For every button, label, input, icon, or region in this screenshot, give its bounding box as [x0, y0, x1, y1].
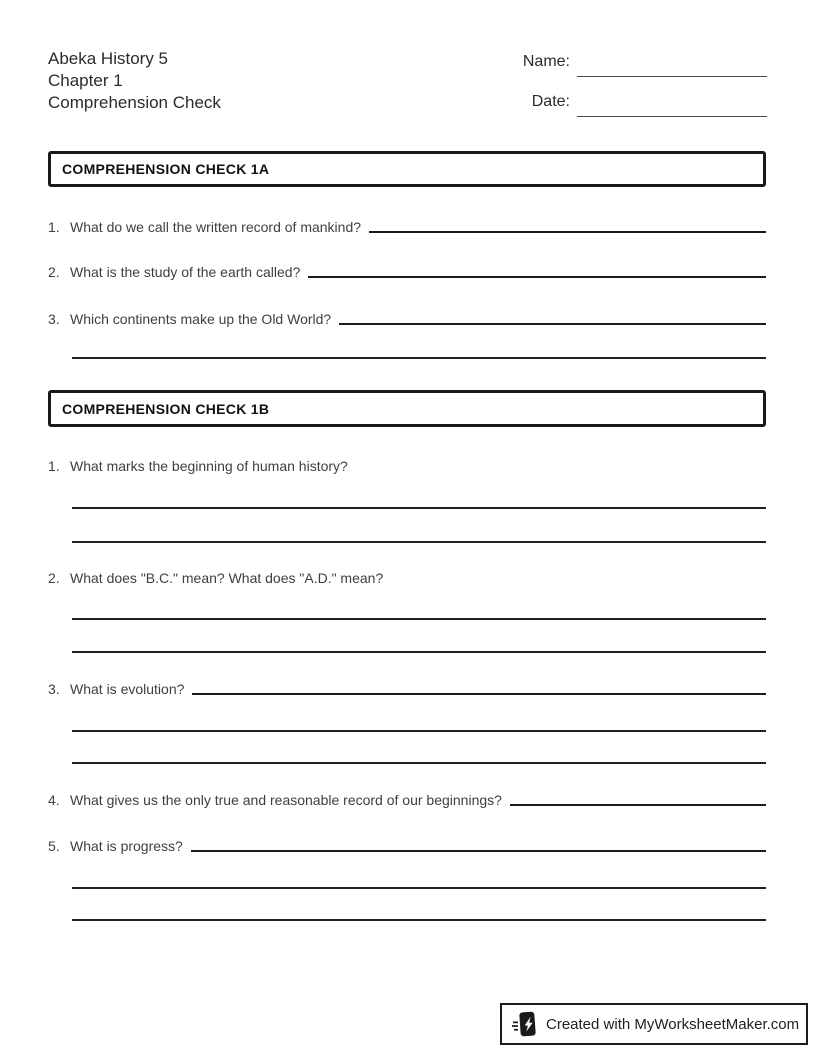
worksheet-header: [48, 48, 221, 114]
question-number: 2.: [48, 264, 60, 280]
section-title: COMPREHENSION CHECK 1B: [62, 400, 270, 417]
question-row: [48, 837, 766, 855]
answer-line: [510, 791, 766, 806]
question-text: Which continents make up the Old World?: [70, 311, 332, 327]
question-row: [48, 310, 766, 328]
question-row: [48, 680, 766, 698]
question-number: 1.: [48, 219, 60, 235]
header-subtitle-line: Comprehension Check: [48, 93, 221, 112]
date-label: Date:: [531, 93, 570, 110]
myworksheetmaker-logo-icon: [512, 1010, 538, 1038]
section-header-box-1a: [48, 151, 766, 187]
answer-line: [72, 730, 766, 732]
header-course-line: Abeka History 5: [48, 49, 168, 68]
answer-line: [72, 507, 766, 509]
question-text: What is evolution?: [70, 681, 185, 697]
header-chapter-line: Chapter 1: [48, 71, 123, 90]
question-number: 2.: [48, 570, 60, 586]
answer-line: [72, 651, 766, 653]
name-label: Name:: [522, 53, 570, 70]
question-row: [48, 263, 766, 281]
section-title: COMPREHENSION CHECK 1A: [62, 161, 270, 177]
question-number: 3.: [48, 311, 60, 327]
answer-line: [191, 837, 766, 852]
credit-text: Created with MyWorksheetMaker.com: [546, 1015, 800, 1033]
question-text: What do we call the written record of mankind?: [70, 219, 362, 235]
answer-line: [72, 887, 766, 889]
answer-line: [72, 357, 766, 359]
answer-line: [192, 680, 766, 695]
credit-badge: [500, 1003, 808, 1045]
answer-line: [72, 618, 766, 620]
question-number: 1.: [48, 458, 60, 474]
name-blank-line: [577, 76, 767, 77]
answer-line: [72, 919, 766, 921]
question-text: What marks the beginning of human history?: [70, 458, 348, 474]
question-row: [48, 569, 766, 587]
date-blank-line: [577, 116, 767, 117]
answer-line: [308, 263, 766, 278]
answer-line: [369, 218, 766, 233]
answer-line: [72, 762, 766, 764]
question-text: What is progress?: [70, 838, 183, 854]
question-number: 4.: [48, 792, 60, 808]
question-text: What is the study of the earth called?: [70, 264, 301, 280]
question-row: [48, 791, 766, 809]
answer-line: [339, 310, 766, 325]
section-header-box-1b: [48, 390, 766, 427]
answer-line: [72, 541, 766, 543]
question-text: What gives us the only true and reasonable record of our beginnings?: [70, 792, 502, 808]
question-row: [48, 457, 766, 475]
question-number: 5.: [48, 838, 60, 854]
question-row: [48, 218, 766, 236]
question-text: What does "B.C." mean? What does "A.D." mean?: [70, 570, 384, 586]
question-number: 3.: [48, 681, 60, 697]
